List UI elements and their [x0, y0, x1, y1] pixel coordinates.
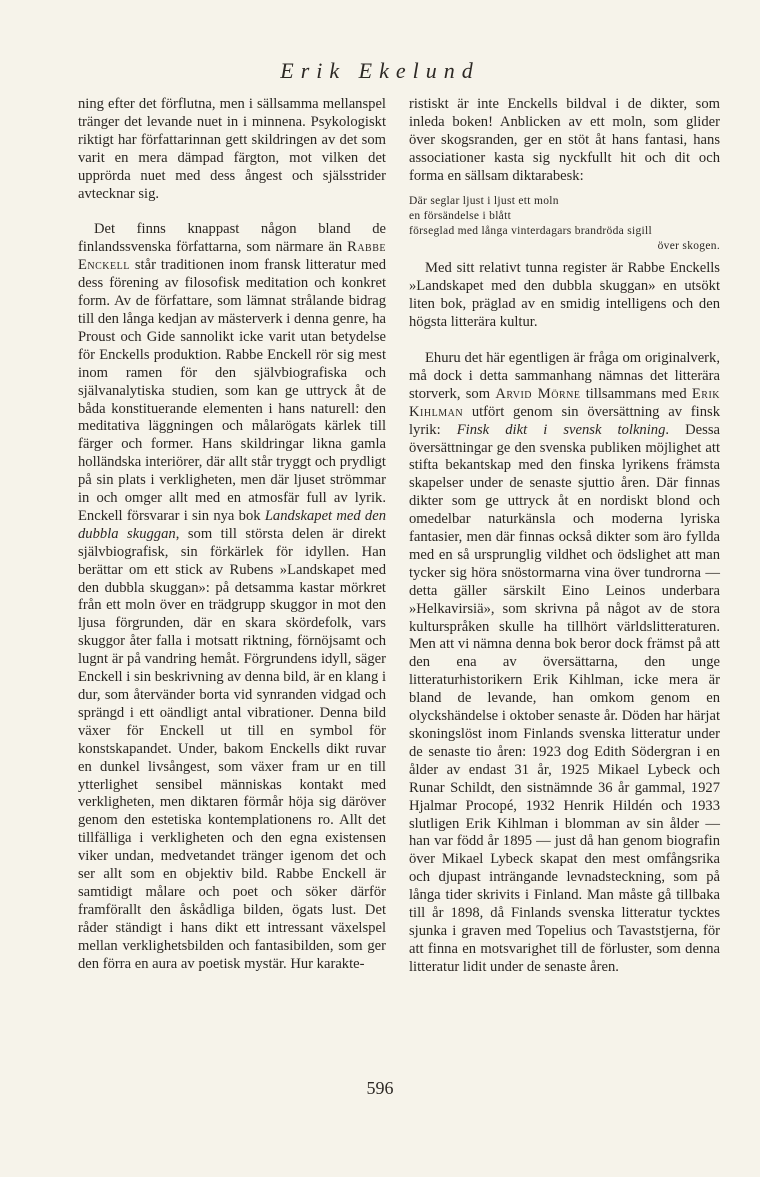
book-title: Landskapet med den dubbla skuggan	[78, 507, 386, 542]
poem-line: Där seglar ljust i ljust ett moln	[409, 194, 559, 207]
paragraph-1: ning efter det förflutna, men i sällsamma mellanspel tränger det levande nuet in i minnena. Psykologiskt riktigt har författarinnan gett skildringen av det som varit en mera dämpad färgton, mot vilken det upprörda nuet med dess ångest och själsstrider avtecknar sig.	[78, 96, 386, 202]
paragraph-3: Med sitt relativt tunna register är Rabbe Enckells »Landskapet med den dubbla skuggan» en utsökt liten bok, präglad av en smidig intelligens och den högsta litterära kultur.	[409, 260, 720, 331]
book-title: Finsk dikt i svensk tolkning	[456, 421, 666, 438]
text-run: Det finns knappast någon bland de finlandssvenska författarna, som närmare än	[78, 221, 386, 256]
poem-line: förseglad med långa vinterdagars brandröda sigill	[409, 224, 653, 237]
text-run: står traditionen inom fransk litteratur med dess förening av filosofisk meditation och konkret form. Av de författare, som lämnat strålande bidrag till den långa kedjan av mästerverk i denna genre, ha Proust och Gide sannolikt icke varit utan betydelse för Enckells produktion. Rabbe Enckell rör sig mest inom ramen för den självbiografiska och självanalytiska studien, som kan ge uttryck åt de båda konstituerande elementen i hans naturell: den meditativa läggningen och målarögats kärlek till färger och former. Hans skildringar likna gamla holländska interiörer, där allt står tryggt och prydligt på sin plats i verkligheten, men där ljuset strömmar in och omger allt med en atmosfär full av lyrik. Enckell försvarar i sin nya bok	[78, 257, 386, 524]
text-run: utfört genom sin översättning av finsk lyrik:	[409, 403, 720, 438]
paragraph-2	[78, 221, 386, 973]
text-run: , som till största delen är direkt självbiografisk, sin förkärlek för idyllen. Han berättar om ett stick av Rubens »Landskapet med den dubbla skuggan»: på detsamma kastar mörkret från ett moln över en trädgrupp skuggor in mot den ljusa förgrunden, där en skara skördefolk, vars skuggor åter falla i motsatt riktning, förnöjsamt och lugnt är på vandring hemåt. Förgrundens idyll, säger Enckell i sin beskrivning av denna bild, är en klang i dur, som återvänder borta vid synranden vidgad och sprängd i ett oändligt antal vibrationer. Denna bild växer för Enckell ut till en symbol för konstskapandet. Under, bakom Enckells dikt ruvar en dunkel livsångest, som växer fram ur en till ytterlighet sensibel människas kontakt med verkligheten, men diktaren förmår höja sig däröver genom den estetiska kontemplationens ro. Allt det tillfälliga i verkligheten och den egna existensen viker undan, medvetandet tränger igenom det och ser allt som en objektiv bild. Rabbe Enckell är samtidigt målare och poet och söker därför framförallt den åskådliga bilden, ögats lust. Det råder ständigt i hans dikt ett intressant växelspel mellan verklighetsbilden och fantasibilden, som ger den förra en aura av poetisk mystär. Hur karakte-	[78, 525, 386, 972]
poem-line: en försändelse i blått	[409, 209, 512, 222]
poem-line: över skogen.	[657, 240, 720, 253]
author-name-erik-kihlman: Erik Kihlman	[409, 385, 721, 420]
running-header: Erik Ekelund	[280, 58, 480, 83]
text-run: . Dessa översättningar ge den svenska publiken möjlighet att stifta bekantskap med den finska lyrikens främsta skapelser under de senaste sjuttio åren. Där finnas dikter som ge uttryck åt en nordiskt blond och omedelbar naturkänsla och moderna lyriska fantasier, men där finnas också dikter som äro fyllda med en så ursprunglig vildhet och ödslighet att man tycker sig höra snöstormarna vina över tundrorna — detta gäller särskilt Eino Leinos underbara »Helkavirsiä», som skrivna på något av de stora kulturspråken skulle ha tillhört världslitteraturen. Men att vi nämna denna bok beror dock främst på att den ena av översättarna, den unge litteraturhistorikern Erik Kihlman, icke mera är bland de levande, han omkom genom en olyckshändelse i oktober senaste år. Döden har härjat skoningslöst inom Finlands svenska litteratur under de senaste tio åren: 1923 dog Edith Södergran i en ålder av endast 31 år, 1925 Mikael Lybeck och Runar Schildt, den sistnämnde 36 år gammal, 1927 Hjalmar Procopé, 1932 Henrik Hildén och 1933 slutligen Erik Kihlman i blomman av sin ålder — han var född år 1895 — just då han genom biografin över Mikael Lybeck skapat den mest omfångsrika och djupast inträngande levnadsteckning, som på långa tider skrivits i Finland. Man måste gå tillbaka till år 1898, då Finlands svenska litteratur tycktes sjunka i graven med Topelius och Tavaststjerna, för att finna en motsvarighet till de förluster, som denna litteratur lidit under de senaste åren.	[409, 421, 720, 975]
poem-quote	[409, 194, 720, 255]
right-column	[409, 96, 720, 977]
page-number: 596	[366, 1078, 394, 1098]
author-name-arvid-morne: Arvid Mörne	[495, 385, 581, 402]
text-run: tillsammans med	[580, 385, 692, 402]
paragraph-continued: ristiskt är inte Enckells bildval i de dikter, som inleda boken! Anblicken av ett moln, som glider över skogsranden, ger en stöt åt hans fantasi, hans associationer kasta sig nyckfullt hit och dit och forma en sällsam diktarabesk:	[409, 96, 720, 184]
paragraph-4	[409, 350, 720, 977]
author-name-rabbe-enckell: Rabbe Enckell	[78, 239, 386, 274]
text-run: Ehuru det här egentligen är fråga om originalverk, må dock i detta sammanhang nämnas det litterära storverk, som	[409, 349, 720, 402]
left-column	[78, 96, 386, 974]
